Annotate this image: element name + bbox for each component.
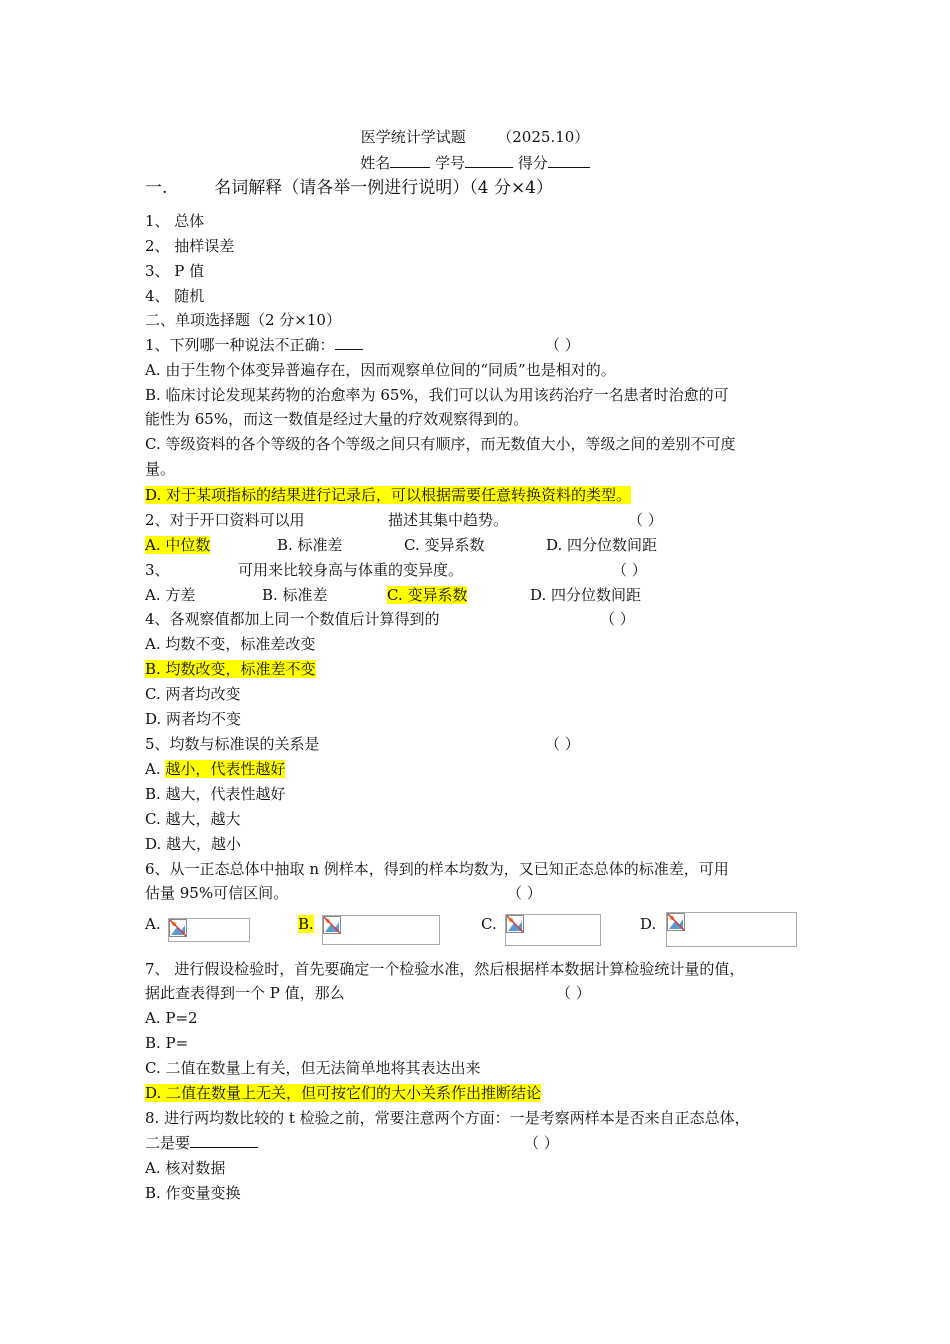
q4-stem: 4、各观察值都加上同一个数值后计算得到的 <box>145 610 440 628</box>
broken-image-icon <box>323 916 341 934</box>
section2-heading: 二、单项选择题（2 分×10） <box>145 311 341 329</box>
q2-option-b: B. 标准差 <box>277 536 343 554</box>
student-info-line <box>0 152 950 174</box>
name-label: 姓名 <box>360 154 391 172</box>
q2-stem-a: 2、对于开口资料可以用 <box>145 511 305 529</box>
id-blank[interactable] <box>465 152 513 168</box>
q3-option-a: A. 方差 <box>145 586 196 604</box>
q5-option-a-highlight: 越小，代表性越好 <box>165 760 286 778</box>
q7-option-a: A. P=2 <box>145 1009 198 1027</box>
q2-option-c: C. 变异系数 <box>404 536 485 554</box>
q5-option-a-prefix: A. <box>145 760 166 778</box>
q6-option-d-label: D. <box>640 915 657 933</box>
q1-answer-paren[interactable]: （ ） <box>545 336 580 354</box>
section1-item: 4、 随机 <box>145 287 205 305</box>
name-blank[interactable] <box>390 152 430 168</box>
q2-option-d: D. 四分位数间距 <box>546 536 658 554</box>
q4-option-b <box>145 658 316 680</box>
q1-option-c-line1: C. 等级资料的各个等级的各个等级之间只有顺序，而无数值大小，等级之间的差别不可度 <box>145 435 736 453</box>
q3-option-c <box>387 584 467 606</box>
q6-option-c-label: C. <box>481 915 497 933</box>
q6-option-d-formula-image <box>666 912 797 947</box>
score-label: 得分 <box>517 154 548 172</box>
q8-blank[interactable] <box>190 1132 258 1148</box>
q2-option-a <box>145 534 210 556</box>
q8-stem-line1: 8. 进行两均数比较的 t 检验之前，常要注意两个方面：一是考察两样本是否来自正态总体， <box>145 1109 750 1127</box>
section1-item: 2、 抽样误差 <box>145 237 235 255</box>
q8-option-a: A. 核对数据 <box>145 1159 226 1177</box>
q1-option-d <box>145 484 631 506</box>
q6-option-b-highlight: B. <box>298 915 314 933</box>
q5-option-c: C. 越大，越大 <box>145 810 241 828</box>
q7-option-d <box>145 1082 541 1104</box>
q6-answer-paren[interactable]: （ ） <box>507 884 542 902</box>
q2-option-a-highlight: A. 中位数 <box>145 536 211 554</box>
q6-stem-line1: 6、从一正态总体中抽取 n 例样本，得到的样本均数为，又已知正态总体的标准差，可用 <box>145 860 729 878</box>
q4-option-d: D. 两者均不变 <box>145 710 242 728</box>
q6-option-a-label: A. <box>145 915 161 933</box>
broken-image-icon <box>169 919 187 937</box>
q3-option-c-highlight: C. 变异系数 <box>387 586 468 604</box>
q4-option-c: C. 两者均改变 <box>145 685 241 703</box>
exam-title-line <box>0 126 950 148</box>
section1-number: 一. <box>145 178 168 198</box>
q2-answer-paren[interactable]: （ ） <box>628 511 663 529</box>
q4-option-a: A. 均数不变，标准差改变 <box>145 635 316 653</box>
score-blank[interactable] <box>548 152 590 168</box>
q5-option-a <box>145 758 285 780</box>
q3-stem-b: 可用来比较身高与体重的变异度。 <box>238 561 464 579</box>
q4-answer-paren[interactable]: （ ） <box>600 610 635 628</box>
q8-stem-line2-text: 二是要 <box>145 1134 191 1152</box>
q3-option-d: D. 四分位数间距 <box>530 586 642 604</box>
q1-option-b-line2: 能性为 65%，而这一数值是经过大量的疗效观察得到的。 <box>145 410 529 428</box>
exam-title: 医学统计学试题 <box>360 128 466 146</box>
q3-stem-a: 3、 <box>145 561 170 579</box>
q8-answer-paren[interactable]: （ ） <box>524 1134 559 1152</box>
section1-heading <box>145 176 553 200</box>
q5-answer-paren[interactable]: （ ） <box>545 735 580 753</box>
q1-option-b-line1: B. 临床讨论发现某药物的治愈率为 65%，我们可以认为用该药治疗一名患者时治愈的可 <box>145 386 729 404</box>
exam-date: （2025.10） <box>497 128 590 146</box>
q7-option-b: B. P= <box>145 1034 189 1052</box>
q2-stem-b: 描述其集中趋势。 <box>388 511 509 529</box>
q7-stem-line2: 据此查表得到一个 P 值，那么 <box>145 984 345 1002</box>
section1-title: 名词解释（请各举一例进行说明）（4 分×4） <box>214 178 553 198</box>
q7-option-c: C. 二值在数量上有关，但无法简单地将其表达出来 <box>145 1059 481 1077</box>
broken-image-icon <box>667 913 685 931</box>
q8-stem-line2 <box>145 1132 258 1154</box>
q3-answer-paren[interactable]: （ ） <box>612 561 647 579</box>
id-label: 学号 <box>434 154 465 172</box>
q1-stem <box>145 334 363 356</box>
q1-option-a: A. 由于生物个体变异普遍存在，因而观察单位间的“同质”也是相对的。 <box>145 361 616 379</box>
q6-stem-line2: 估量 95%可信区间。 <box>145 884 289 902</box>
q1-blank[interactable] <box>335 334 363 350</box>
q1-stem-text: 1、下列哪一种说法不正确： <box>145 336 335 354</box>
q6-option-b-label <box>298 913 314 935</box>
q3-option-b: B. 标准差 <box>262 586 328 604</box>
q4-option-b-highlight: B. 均数改变，标准差不变 <box>145 660 316 678</box>
q1-option-c-line2: 量。 <box>145 460 176 478</box>
q1-option-d-highlight: D. 对于某项指标的结果进行记录后，可以根据需要任意转换资料的类型。 <box>145 486 632 504</box>
q8-option-b: B. 作变量变换 <box>145 1184 241 1202</box>
section1-item: 3、 P 值 <box>145 262 205 280</box>
q7-option-d-highlight: D. 二值在数量上无关，但可按它们的大小关系作出推断结论 <box>145 1084 542 1102</box>
q5-option-d: D. 越大，越小 <box>145 835 242 853</box>
q7-answer-paren[interactable]: （ ） <box>556 984 591 1002</box>
q5-option-b: B. 越大，代表性越好 <box>145 785 286 803</box>
q5-stem: 5、均数与标准误的关系是 <box>145 735 320 753</box>
section1-item: 1、 总体 <box>145 212 205 230</box>
broken-image-icon <box>506 915 524 933</box>
q7-stem-line1: 7、 进行假设检验时，首先要确定一个检验水准，然后根据样本数据计算检验统计量的值， <box>145 960 745 978</box>
